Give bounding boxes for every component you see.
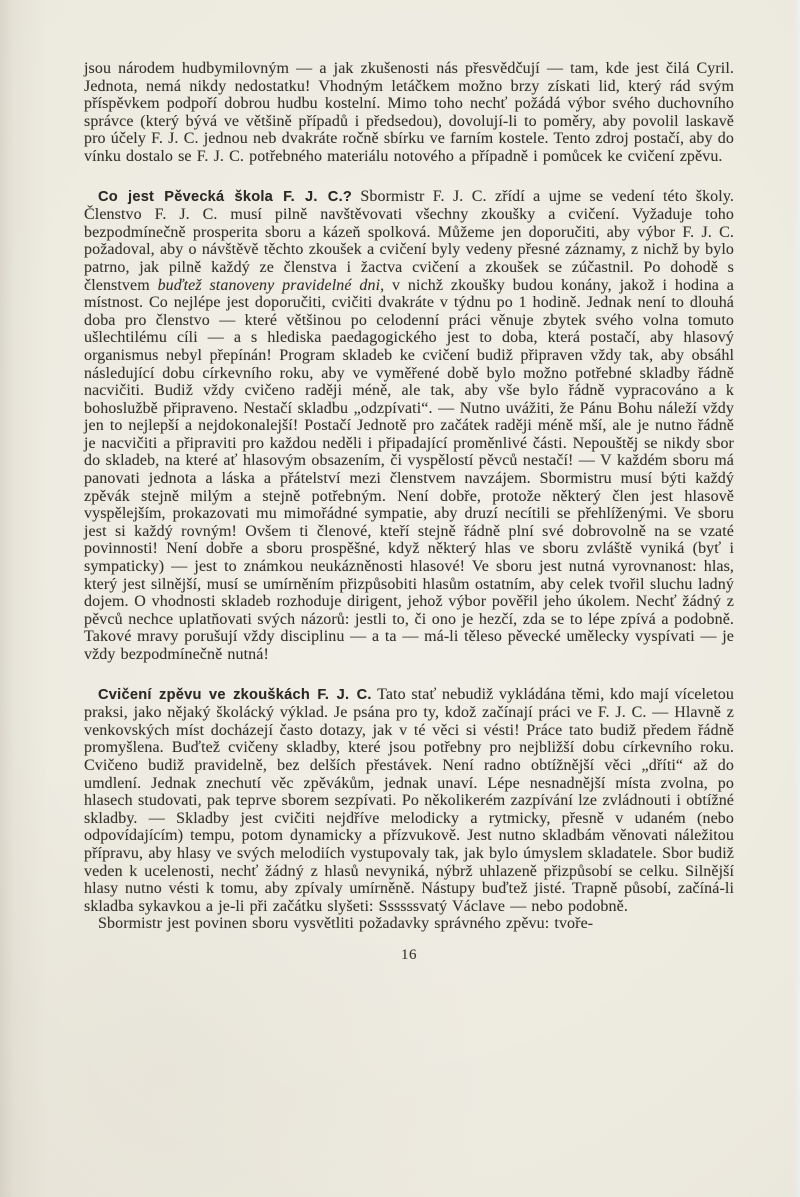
paragraph-text: Sbormistr F. J. C. zřídí a ujme se vedení této školy. Členstvo F. J. C. musí pilně navštěvovati všechny zkoušky a cvičení. Vyžaduje toho bezpodmínečně prosperita sboru a kázeň spolková. Můžeme jen doporučiti, aby výbor F. J. C. požadoval, aby o návštěvě těchto zkoušek a cvičení byly vedeny přesné záznamy, z nichž by bylo patrno, jak pilně každý ze členstva i žactva cvičení a zkoušek se zúčastnil. Po dohodě s členstvem bbox=[84, 187, 734, 294]
section-heading-pevecka-skola: Co jest Pěvecká škola F. J. C.? bbox=[98, 188, 353, 205]
paragraph-closing: Sbormistr jest povinen sboru vysvětliti požadavky správného zpěvu: tvoře- bbox=[98, 915, 594, 933]
paragraph-cviceni-zpevu bbox=[84, 686, 734, 916]
emphasized-phrase: buďtež stanoveny pravidelné dni, bbox=[157, 276, 385, 294]
paragraph-text: v nichž zkoušky budou konány, jakož i hodina a místnost. Co nejlépe jest doporučiti, cvičiti dvakráte v týdnu po 1 hodině. Jednak není to dlouhá doba pro členstvo — které většinou po celodenní práci věnuje zbytek svého volna tomuto ušlechtilému cíli — a s hlediska paedagogického jest to doba, která postačí, aby hlasový organismus nebyl přepínán! Program skladeb ke cvičení budiž připraven vždy tak, aby obsáhl následující dobu církevního roku, aby ve vyměřené době bylo možno potřebné skladby řádně nacvičiti. Budiž vždy cvičeno raději méně, ale tak, aby vše bylo řádně vypracováno a k bohoslužbě připraveno. Nestačí skladbu „odzpívati“. — Nutno uvážiti, že Pánu Bohu náleží vždy jen to nejlepší a nejdokonalejší! Postačí Jednotě pro začátek raději méně mší, ale je nutno řádně je nacvičiti a připraviti pro každou neděli i připadající proměnlivé části. Nepouštěj se nikdy sbor do skladeb, na které ať hlasovým obsazením, či vyspělostí pěvců nestačí! — V každém sboru má panovati jednota a láska a přátelství mezi členstvem navzájem. Sbormistru musí býti každý zpěvák stejně milým a stejně potřebným. Není dobře, protože některý člen jest hlasově vyspělejším, prokazovati mu mimořádné sympatie, aby druzí necítili se přehlíženými. Ve sboru jest si každý rovným! Ovšem ti členové, kteří stejně řádně plní své dobrovolně na se vzaté povinnosti! Není dobře a sboru prospěšné, když některý hlas ve sboru zvláště vyniká (byť i sympaticky) — jest to známkou neukázněnosti hlasové! Ve sboru jest nutná vyrovnanost: hlas, který jest silnější, musí se umírněním přizpůsobiti hlasům ostatním, aby celek tvořil sluchu ladný dojem. O vhodnosti skladeb rozhoduje dirigent, jehož výbor pověřil jeho úkolem. Nechť žádný z pěvců nechce uplatňovati svých názorů: jestli to, či ono je hezčí, zda se to lépe zpívá a podobně. Takové mravy porušují vždy disciplinu — a ta — má-li těleso pěvecké umělecky vyspívati — je vždy bezpodmínečně nutná! bbox=[84, 276, 735, 663]
page-text bbox=[84, 60, 734, 965]
paragraph-text: Tato stať nebudiž vykládána těmi, kdo mají víceletou praksi, jako nějaký školácký výklad. Je psána pro ty, kdož začínají práci ve F. J. C. — Hlavně z venkovských míst docházejí často dotazy, jak v té věci si vésti! Práce tato budiž předem řádně promyšlena. Buďtež cvičeny skladby, které jsou potřebny pro nejbližší dobu církevního roku. Cvičeno budiž pravidelně, bez delších přestávek. Není radno obtížnější věci „dříti“ až do umdlení. Jednak znechutí věc zpěvákům, jednak unaví. Lépe nesnadnější místa zvolna, po hlasech studovati, pak teprve sborem sezpívati. Po několikerém zazpívání lze zvládnouti i obtížné skladby. — Skladby jest cvičiti nejdříve melodicky a rytmicky, přesně v udaném (nebo odpovídajícím) tempu, potom dynamicky a přízvukově. Jest nutno skladbám věnovati náležitou přípravu, aby hlasy ve svých melodiích vystupovaly tak, jak bylo úmyslem skladatele. Sbor budiž veden k ucelenosti, nechť žádný z hlasů nevyniká, nýbrž uhlazeně přizpůsobí se celku. Silnější hlasy nutno vésti k tomu, aby zpívaly umírněně. Nástupy buďtež jisté. Trapně působí, začíná-li skladba sykavkou a je-li při začátku slyšeti: Ssssssvatý Václave — nebo podobně. bbox=[84, 685, 734, 915]
paragraph-pevecka-skola bbox=[84, 188, 734, 664]
section-heading-cviceni-zpevu: Cvičení zpěvu ve zkouškách F. J. C. bbox=[98, 686, 372, 703]
paragraph-intro: jsou národem hudbymilovným — a jak zkušenosti nás přesvědčují — tam, kde jest čilá Cyril. Jednota, nemá nikdy nedostatku! Vhodným letáčkem možno brzy získati lid, který rád svým příspěvkem podpoří dobrou hudbu kostelní. Mimo toho nechť požádá výbor svého duchovního správce (který bývá ve většině případů i předsedou), dovolují-li to poměry, aby povolil laskavě pro účely F. J. C. jednou neb dvakráte ročně sbírku ve farním kostele. Tento zdroj postačí, aby do vínku dostalo se F. J. C. potřebného materiálu notového a případně i pomůcek ke cvičení zpěvu. bbox=[84, 60, 734, 165]
page-number: 16 bbox=[401, 946, 417, 963]
